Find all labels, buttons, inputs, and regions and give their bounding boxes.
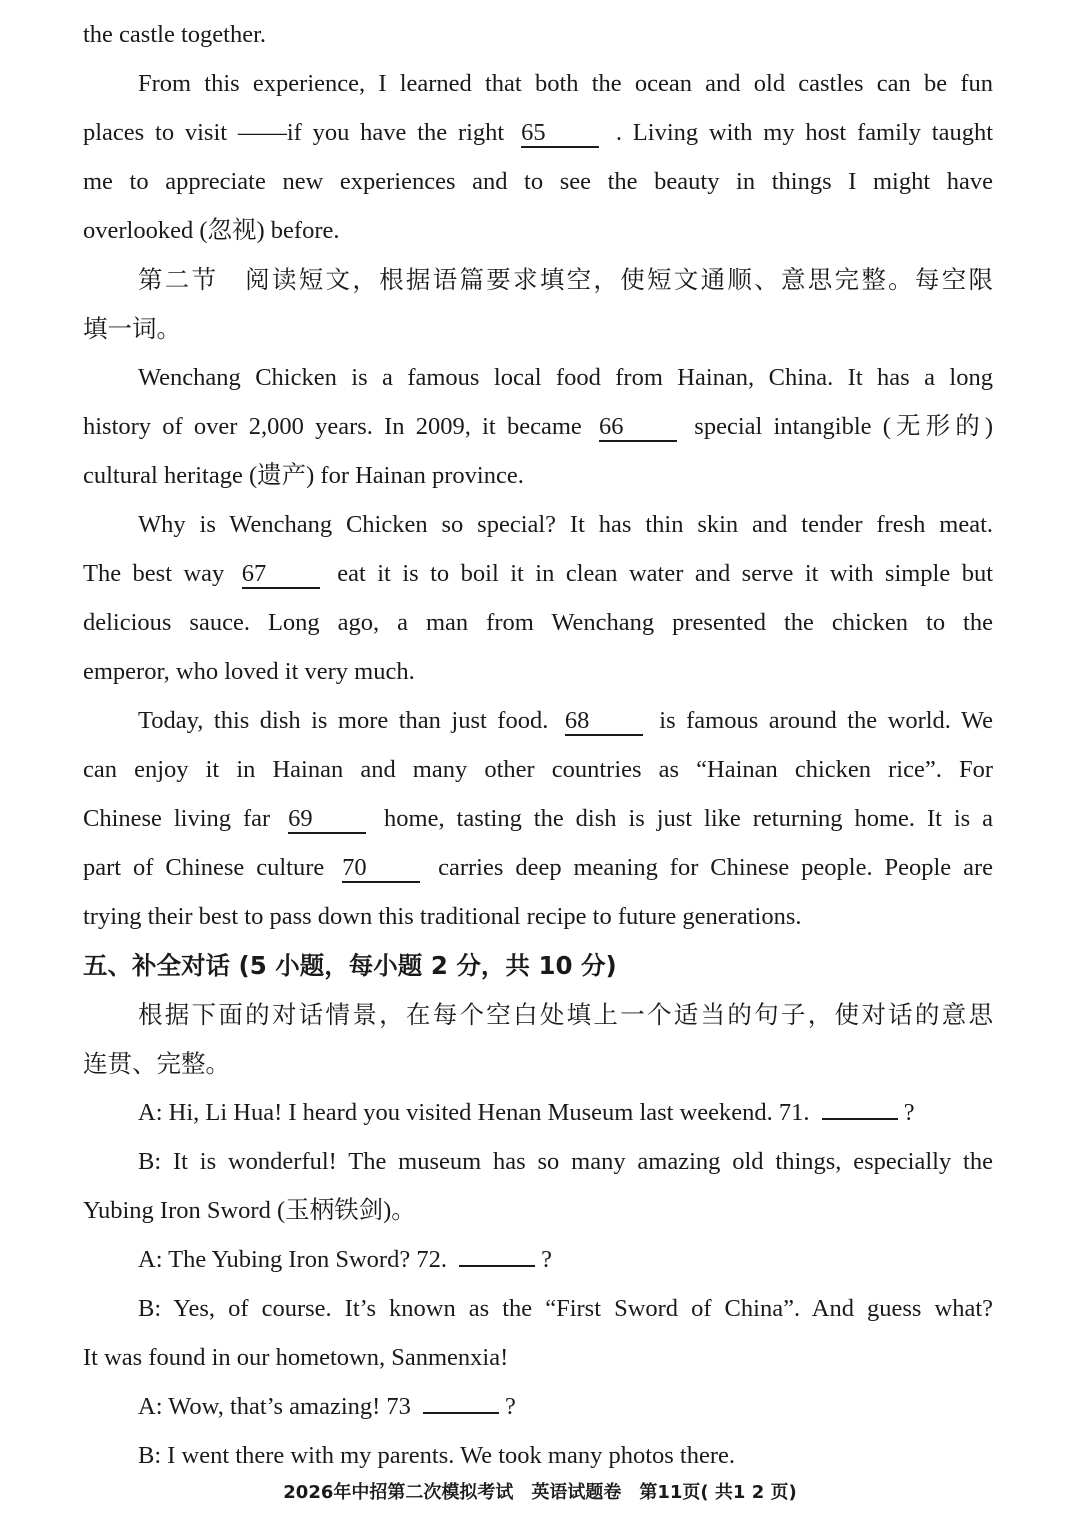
text-fragment: A: Wow, that’s amazing! 73	[138, 1393, 411, 1420]
dialogue-line	[83, 1088, 993, 1137]
text-line: From this experience, I learned that both the ocean and old castles can be fun	[138, 70, 993, 97]
text-fragment: special intangible (无形的)	[694, 413, 994, 440]
text-line: 填一词。	[83, 314, 181, 343]
text-fragment: Today, this dish is more than just food.	[138, 707, 549, 734]
section-heading: 五、补全对话 (5 小题，每小题 2 分，共 10 分)	[83, 951, 617, 980]
text-line: trying their best to pass down this traditional recipe to future generations.	[83, 903, 802, 930]
answer-blank-70: 70	[342, 855, 420, 883]
text-line: me to appreciate new experiences and to see the beauty in things I might have	[83, 168, 993, 195]
text-fragment: A: Hi, Li Hua! I heard you visited Henan Museum last weekend. 71.	[138, 1099, 810, 1126]
text-fragment: ?	[541, 1246, 552, 1273]
answer-blank-68: 68	[565, 708, 643, 736]
text-line: cultural heritage (遗产) for Hainan province.	[83, 462, 524, 489]
text-line	[83, 402, 993, 451]
answer-blank-65: 65	[521, 120, 599, 148]
dialogue-line: Yubing Iron Sword (玉柄铁剑)。	[83, 1197, 416, 1224]
text-fragment: ?	[505, 1393, 516, 1420]
text-line	[83, 108, 993, 157]
text-fragment: places to visit ——if you have the right	[83, 119, 505, 146]
text-line: 根据下面的对话情景，在每个空白处填上一个适当的句子，使对话的意思	[138, 1000, 993, 1029]
text-fragment: The best way	[83, 560, 225, 587]
text-fragment: history of over 2,000 years. In 2009, it became	[83, 413, 582, 440]
text-line	[83, 794, 993, 843]
section2-instructions	[83, 255, 993, 353]
part5-section	[83, 941, 993, 1088]
dialogue-line: It was found in our hometown, Sanmenxia!	[83, 1344, 509, 1371]
dialogue-line	[83, 1235, 993, 1284]
answer-blank-73	[423, 1390, 499, 1414]
answer-blank-66: 66	[599, 414, 677, 442]
text-fragment: part of Chinese culture	[83, 854, 325, 881]
text-line: delicious sauce. Long ago, a man from Wenchang presented the chicken to the	[83, 609, 993, 636]
text-line: Why is Wenchang Chicken so special? It has thin skin and tender fresh meat.	[138, 511, 993, 538]
wenchang-passage	[83, 353, 993, 941]
story-ending	[83, 10, 993, 255]
text-line: Wenchang Chicken is a famous local food from Hainan, China. It has a long	[138, 364, 993, 391]
text-fragment: is famous around the world. We	[659, 707, 994, 734]
dialogue-line: B: Yes, of course. It’s known as the “First Sword of China”. And guess what?	[138, 1295, 993, 1322]
text-line: overlooked (忽视) before.	[83, 217, 340, 244]
text-fragment: ?	[903, 1099, 915, 1126]
text-fragment: eat it is to boil it in clean water and serve it with simple but	[337, 560, 994, 587]
text-line: can enjoy it in Hainan and many other countries as “Hainan chicken rice”. For	[83, 756, 993, 783]
text-line: 连贯、完整。	[83, 1049, 230, 1078]
answer-blank-67: 67	[242, 561, 320, 589]
answer-blank-72	[459, 1243, 535, 1267]
text-line	[83, 696, 993, 745]
dialogue	[83, 1088, 993, 1480]
answer-blank-69: 69	[288, 806, 366, 834]
page-footer: 2026年中招第二次模拟考试 英语试题卷 第11页( 共1 2 页)	[283, 1482, 797, 1503]
answer-blank-71	[822, 1096, 898, 1120]
dialogue-line	[83, 1382, 993, 1431]
text-line: emperor, who loved it very much.	[83, 658, 415, 685]
text-line: 第二节 阅读短文，根据语篇要求填空，使短文通顺、意思完整。每空限	[138, 265, 993, 294]
dialogue-line: B: I went there with my parents. We took many photos there.	[138, 1442, 736, 1469]
text-line	[83, 843, 993, 892]
text-fragment: home, tasting the dish is just like returning home. It is a	[384, 805, 994, 832]
text-fragment: . Living with my host family taught	[615, 119, 994, 146]
text-line: the castle together.	[83, 21, 266, 48]
text-fragment: carries deep meaning for Chinese people. People are	[438, 854, 994, 881]
text-fragment: Chinese living far	[83, 805, 271, 832]
text-line	[83, 549, 993, 598]
dialogue-line: B: It is wonderful! The museum has so many amazing old things, especially the	[138, 1148, 993, 1175]
text-fragment: A: The Yubing Iron Sword? 72.	[138, 1246, 447, 1273]
